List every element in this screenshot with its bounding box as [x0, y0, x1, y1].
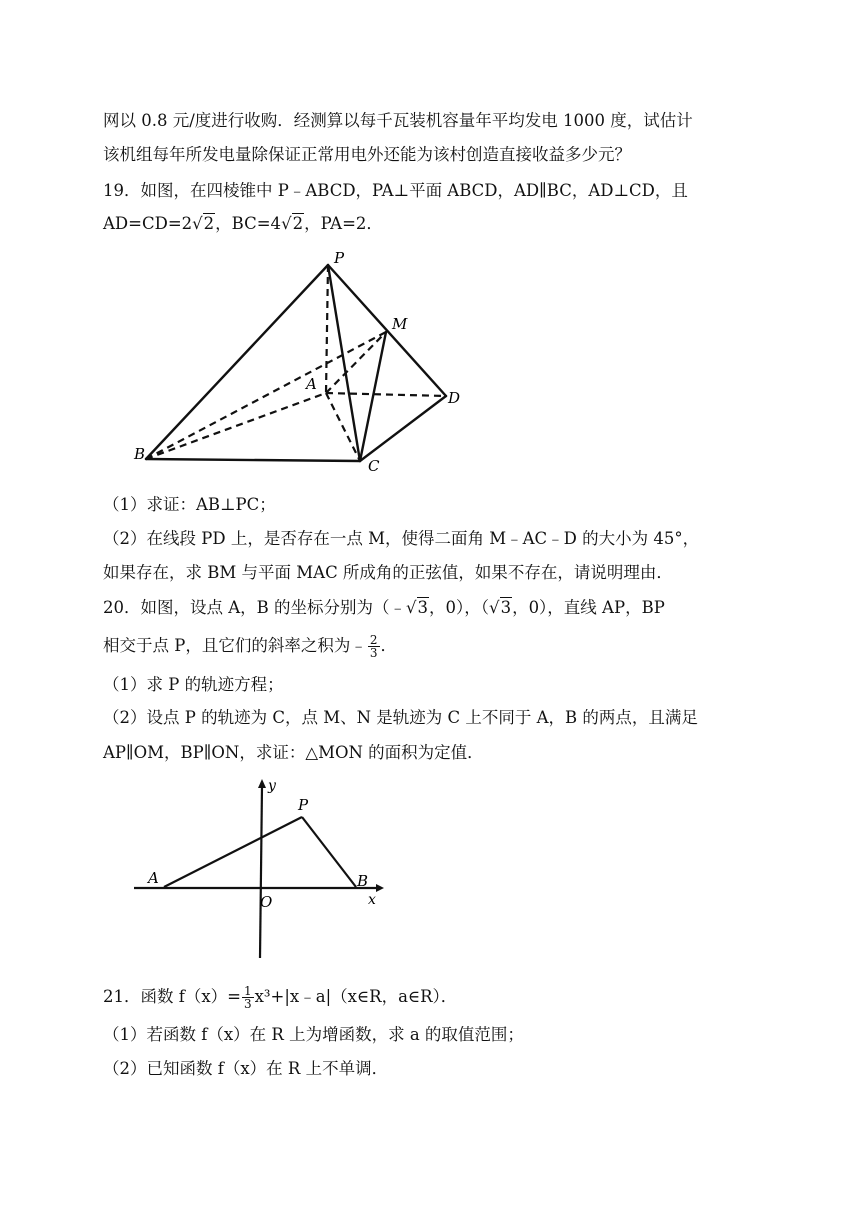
label-y-axis: y [268, 778, 276, 794]
text-fragment: 相交于点 P，且它们的斜率之积为﹣ [103, 636, 367, 655]
sqrt-expression: √2 [192, 214, 215, 233]
radicand: 3 [417, 598, 429, 617]
numerator: 1 [243, 984, 252, 998]
denominator: 3 [243, 997, 252, 1011]
question-19-conditions [103, 213, 383, 235]
question-19-part-2-cont: 如果存在，求 BM 与平面 MAC 所成角的正弦值，如果不存在，请说明理由． [103, 563, 673, 582]
sqrt-expression: √2 [281, 214, 304, 233]
label-a: A [306, 375, 317, 393]
question-20-stem-cont [103, 634, 397, 659]
question-21-stem [103, 985, 457, 1010]
label-d: D [448, 389, 461, 407]
label-c: C [368, 457, 380, 475]
text-fragment: ，BC=4 [215, 214, 282, 233]
text-fragment: x³+|x﹣a|（x∈R，a∈R）． [254, 987, 458, 1006]
question-20-part-2-cont: AP∥OM，BP∥ON，求证：△MON 的面积为定值． [103, 743, 484, 762]
question-19-part-1: （1）求证：AB⊥PC； [103, 495, 276, 514]
label-o: O [260, 893, 273, 911]
radicand: 3 [500, 598, 512, 617]
label-b: B [357, 872, 369, 890]
fraction [242, 985, 254, 1010]
question-19-stem: 19．如图，在四棱锥中 P﹣ABCD，PA⊥平面 ABCD，AD∥BC，AD⊥CD，且 [103, 181, 688, 200]
label-m: M [392, 315, 408, 333]
sqrt-expression: √3 [489, 598, 512, 617]
label-p: P [298, 796, 309, 814]
numerator: 2 [369, 633, 378, 647]
text-fragment: ． [380, 636, 397, 655]
question-20-stem [103, 597, 665, 619]
question-20-part-2: （2）设点 P 的轨迹为 C，点 M、N 是轨迹为 C 上不同于 A，B 的两点，且满足 [103, 708, 698, 727]
x-axis-arrow-icon [376, 884, 384, 892]
text-fragment: AD=CD=2 [103, 214, 193, 233]
label-b: B [134, 445, 146, 463]
label-a: A [148, 869, 159, 887]
radicand: 2 [203, 214, 215, 233]
question-20-part-1: （1）求 P 的轨迹方程； [103, 675, 284, 694]
fraction [368, 634, 380, 659]
coordinate-figure [128, 776, 390, 960]
radicand: 2 [292, 214, 304, 233]
text-fragment: ，0），直线 AP，BP [512, 598, 665, 617]
sqrt-expression: √3 [406, 598, 429, 617]
label-p: P [334, 249, 345, 267]
text-fragment: ，PA=2． [304, 214, 383, 233]
label-x-axis: x [368, 892, 376, 908]
pyramid-figure [128, 245, 473, 480]
y-axis-arrow-icon [258, 779, 266, 788]
denominator: 3 [369, 646, 378, 660]
text-fragment: 20．如图，设点 A，B 的坐标分别为（﹣ [103, 598, 407, 617]
text-fragment: 21．函数 f（x）= [103, 987, 241, 1006]
text-line: 该机组每年所发电量除保证正常用电外还能为该村创造直接收益多少元？ [103, 145, 631, 164]
question-19-part-2: （2）在线段 PD 上，是否存在一点 M，使得二面角 M﹣AC﹣D 的大小为 45°， [103, 529, 700, 548]
question-21-part-1: （1）若函数 f（x）在 R 上为增函数，求 a 的取值范围； [103, 1025, 524, 1044]
text-line: 网以 0.8 元/度进行收购．经测算以每千瓦装机容量年平均发电 1000 度，试估计 [103, 111, 693, 130]
text-fragment: ，0），（ [429, 598, 490, 617]
question-21-part-2: （2）已知函数 f（x）在 R 上不单调． [103, 1059, 389, 1078]
